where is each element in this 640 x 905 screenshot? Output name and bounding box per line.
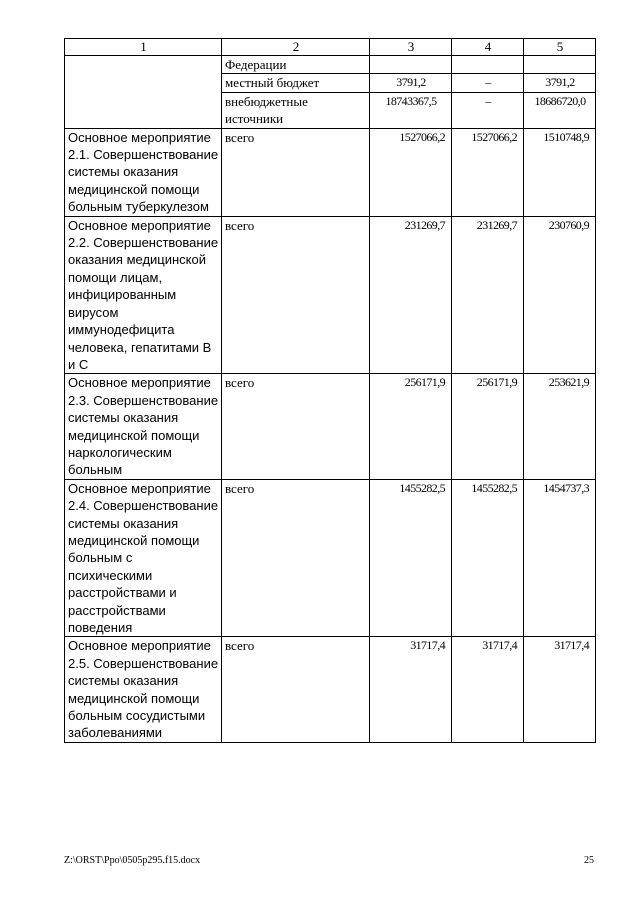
column-header: 1	[65, 39, 222, 56]
value-cell: 1510748,9	[524, 128, 596, 216]
measure-name-cell: Основное мероприятие 2.2. Совершенствование оказания медицинской помощи лицам, инфицированным вирусом иммунодефицита человека, гепатитами В и С	[65, 216, 222, 374]
value-cell: 1454737,3	[524, 479, 596, 637]
column-header: 4	[452, 39, 524, 56]
source-cell: всего	[222, 374, 370, 479]
source-cell: всего	[222, 637, 370, 742]
value-cell: –	[452, 74, 524, 92]
value-cell: 18686720,0	[524, 92, 596, 128]
value-cell	[452, 56, 524, 74]
value-cell: 256171,9	[452, 374, 524, 479]
column-header: 3	[370, 39, 452, 56]
table-row	[65, 374, 596, 479]
measure-name-cell: Основное мероприятие 2.1. Совершенствование системы оказания медицинской помощи больным туберкулезом	[65, 128, 222, 216]
value-cell	[524, 56, 596, 74]
value-cell: 1527066,2	[452, 128, 524, 216]
value-cell: 1527066,2	[370, 128, 452, 216]
source-cell: местный бюджет	[222, 74, 370, 92]
table-header-row	[65, 39, 596, 56]
page-number: 25	[584, 855, 594, 866]
table-row	[65, 128, 596, 216]
value-cell: 18743367,5	[370, 92, 452, 128]
measure-name-cell: Основное мероприятие 2.3. Совершенствование системы оказания медицинской помощи наркологическим больным	[65, 374, 222, 479]
table-row	[65, 56, 596, 74]
value-cell: 1455282,5	[370, 479, 452, 637]
budget-table	[64, 38, 596, 743]
measure-name-cell: Основное мероприятие 2.4. Совершенствование системы оказания медицинской помощи больным с психическими расстройствами и расстройствами поведения	[65, 479, 222, 637]
continuation-name-cell	[65, 56, 222, 129]
source-cell: Федерации	[222, 56, 370, 74]
measure-name-cell: Основное мероприятие 2.5. Совершенствование системы оказания медицинской помощи больным сосудистыми заболеваниями	[65, 637, 222, 742]
value-cell: 231269,7	[370, 216, 452, 374]
table-row	[65, 637, 596, 742]
value-cell	[370, 56, 452, 74]
value-cell: 31717,4	[524, 637, 596, 742]
value-cell: 3791,2	[524, 74, 596, 92]
value-cell: 31717,4	[370, 637, 452, 742]
source-cell: всего	[222, 216, 370, 374]
column-header: 2	[222, 39, 370, 56]
value-cell: 256171,9	[370, 374, 452, 479]
value-cell: 231269,7	[452, 216, 524, 374]
source-cell: всего	[222, 128, 370, 216]
table-row	[65, 216, 596, 374]
column-header: 5	[524, 39, 596, 56]
value-cell: 253621,9	[524, 374, 596, 479]
value-cell: 230760,9	[524, 216, 596, 374]
table-row	[65, 479, 596, 637]
source-cell: внебюджетные источники	[222, 92, 370, 128]
footer-file-path: Z:\ORST\Ppo\0505p295.f15.docx	[64, 855, 201, 866]
value-cell: 1455282,5	[452, 479, 524, 637]
value-cell: 31717,4	[452, 637, 524, 742]
value-cell: 3791,2	[370, 74, 452, 92]
source-cell: всего	[222, 479, 370, 637]
value-cell: –	[452, 92, 524, 128]
